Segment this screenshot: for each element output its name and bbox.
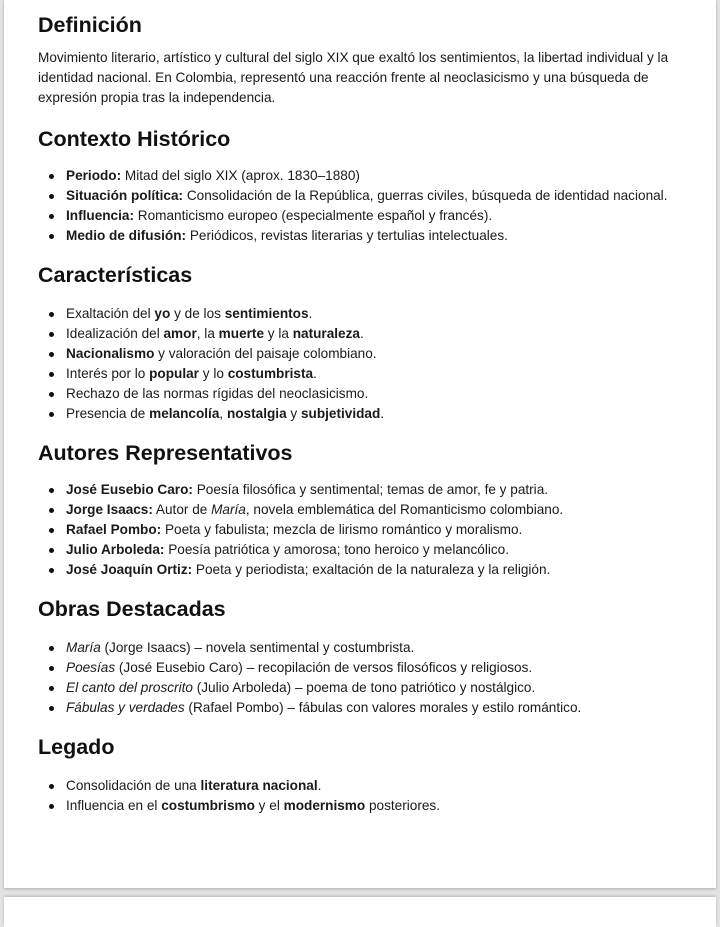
list-item (38, 166, 688, 186)
list-item (38, 658, 688, 678)
item-text: y la (264, 326, 293, 341)
heading-legado: Legado (38, 735, 115, 759)
item-text: Poesía patriótica y amorosa; tono heroico y melancólico. (164, 542, 509, 557)
item-emphasis: modernismo (283, 798, 366, 813)
item-label: Influencia: (66, 208, 134, 223)
item-label: Situación política: (66, 188, 184, 203)
item-text: Poeta y fabulista; mezcla de lirismo romántico y moralismo. (161, 522, 523, 537)
item-label: Julio Arboleda: (66, 542, 165, 557)
item-text: . (313, 366, 317, 381)
list-item (38, 324, 688, 344)
item-work-title: El canto del proscrito (66, 680, 193, 695)
item-emphasis: muerte (218, 326, 264, 341)
document-content (38, 8, 688, 816)
document-page (4, 0, 716, 888)
item-text: (Rafael Pombo) – fábulas con valores morales y estilo romántico. (184, 700, 582, 715)
item-text: (Julio Arboleda) – poema de tono patriótico y nostálgico. (192, 680, 536, 695)
item-label: Jorge Isaacs: (66, 502, 153, 517)
item-text: . (359, 326, 364, 341)
item-text: Poesía filosófica y sentimental; temas de amor, fe y patria. (192, 482, 549, 497)
list-item (38, 404, 688, 424)
item-text: Exaltación del (66, 306, 155, 321)
item-text: (José Eusebio Caro) – recopilación de versos filosóficos y religiosos. (115, 660, 533, 675)
item-work-title: Fábulas y verdades (66, 700, 185, 715)
list-item (38, 776, 688, 796)
next-document-page (4, 897, 716, 927)
list-item (38, 520, 688, 540)
heading-autores-representativos: Autores Representativos (38, 441, 293, 465)
list-item (38, 480, 688, 500)
item-text: . (380, 406, 385, 421)
item-text: Periódicos, revistas literarias y tertulias intelectuales. (186, 228, 508, 243)
list-item (38, 226, 688, 246)
item-text: Poeta y periodista; exaltación de la naturaleza y la religión. (192, 562, 551, 577)
list-item (38, 796, 688, 816)
definition-paragraph: Movimiento literario, artístico y cultural del siglo XIX que exaltó los sentimientos, la libertad individual y la identidad nacional. En Colombia, representó una reacción frente al neoclasicismo y una búsqueda de expresión propia tras la independencia. (38, 50, 669, 105)
item-text: posteriores. (365, 798, 441, 813)
item-emphasis: popular (149, 366, 199, 381)
item-text: , la (196, 326, 219, 341)
item-text: y de los (170, 306, 225, 321)
item-text: Mitad del siglo XIX (aprox. 1830–1880) (121, 168, 360, 183)
list-item (38, 384, 688, 404)
item-emphasis: nostalgia (226, 406, 287, 421)
caracteristicas-list (38, 304, 688, 424)
item-text: . (317, 778, 322, 793)
item-label: Periodo: (66, 168, 122, 183)
item-emphasis: Nacionalismo (66, 346, 155, 361)
list-item (38, 500, 688, 520)
item-emphasis: subjetividad (300, 406, 381, 421)
obras-list (38, 638, 688, 718)
list-item (38, 344, 688, 364)
item-emphasis: costumbrista (227, 366, 314, 381)
list-item (38, 698, 688, 718)
heading-caracteristicas: Características (38, 263, 193, 287)
autores-list (38, 480, 688, 580)
item-text: (Jorge Isaacs) – novela sentimental y costumbrista. (100, 640, 415, 655)
item-text: Interés por lo (66, 366, 150, 381)
item-emphasis: amor (163, 326, 197, 341)
item-label: José Joaquín Ortiz: (66, 562, 193, 577)
item-text: Rechazo de las normas rígidas del neoclasicismo. (66, 386, 369, 401)
item-text: y el (254, 798, 284, 813)
item-emphasis: sentimientos (224, 306, 309, 321)
item-label: Medio de difusión: (66, 228, 187, 243)
item-label: Rafael Pombo: (66, 522, 162, 537)
item-text: Romanticismo europeo (especialmente español y francés). (133, 208, 493, 223)
item-text: y (286, 406, 301, 421)
item-work-title: Poesías (66, 660, 116, 675)
heading-obras-destacadas: Obras Destacadas (38, 597, 226, 621)
item-label: José Eusebio Caro: (66, 482, 193, 497)
contexto-list (38, 166, 688, 246)
legado-list (38, 776, 688, 816)
list-item (38, 206, 688, 226)
list-item (38, 560, 688, 580)
list-item (38, 638, 688, 658)
item-text: . (308, 306, 313, 321)
item-emphasis: melancolía (149, 406, 220, 421)
item-text: Consolidación de una (66, 778, 201, 793)
item-text: y lo (198, 366, 228, 381)
list-item (38, 540, 688, 560)
item-emphasis: costumbrismo (161, 798, 255, 813)
heading-contexto-historico: Contexto Histórico (38, 127, 231, 151)
item-emphasis: literatura nacional (200, 778, 318, 793)
heading-definicion: Definición (38, 13, 142, 37)
item-text: Influencia en el (66, 798, 162, 813)
item-text: , novela emblemática del Romanticismo colombiano. (245, 502, 564, 517)
list-item (38, 186, 688, 206)
item-work-title: María (211, 502, 246, 517)
list-item (38, 678, 688, 698)
item-emphasis: naturaleza (292, 326, 360, 341)
item-work-title: María (66, 640, 101, 655)
item-text: Presencia de (66, 406, 150, 421)
item-emphasis: yo (154, 306, 171, 321)
list-item (38, 364, 688, 384)
item-text: Idealización del (66, 326, 164, 341)
list-item (38, 304, 688, 324)
item-text: y valoración del paisaje colombiano. (154, 346, 377, 361)
item-text: Consolidación de la República, guerras civiles, búsqueda de identidad nacional. (183, 188, 668, 203)
item-text: , (219, 406, 227, 421)
item-text: Autor de (152, 502, 212, 517)
